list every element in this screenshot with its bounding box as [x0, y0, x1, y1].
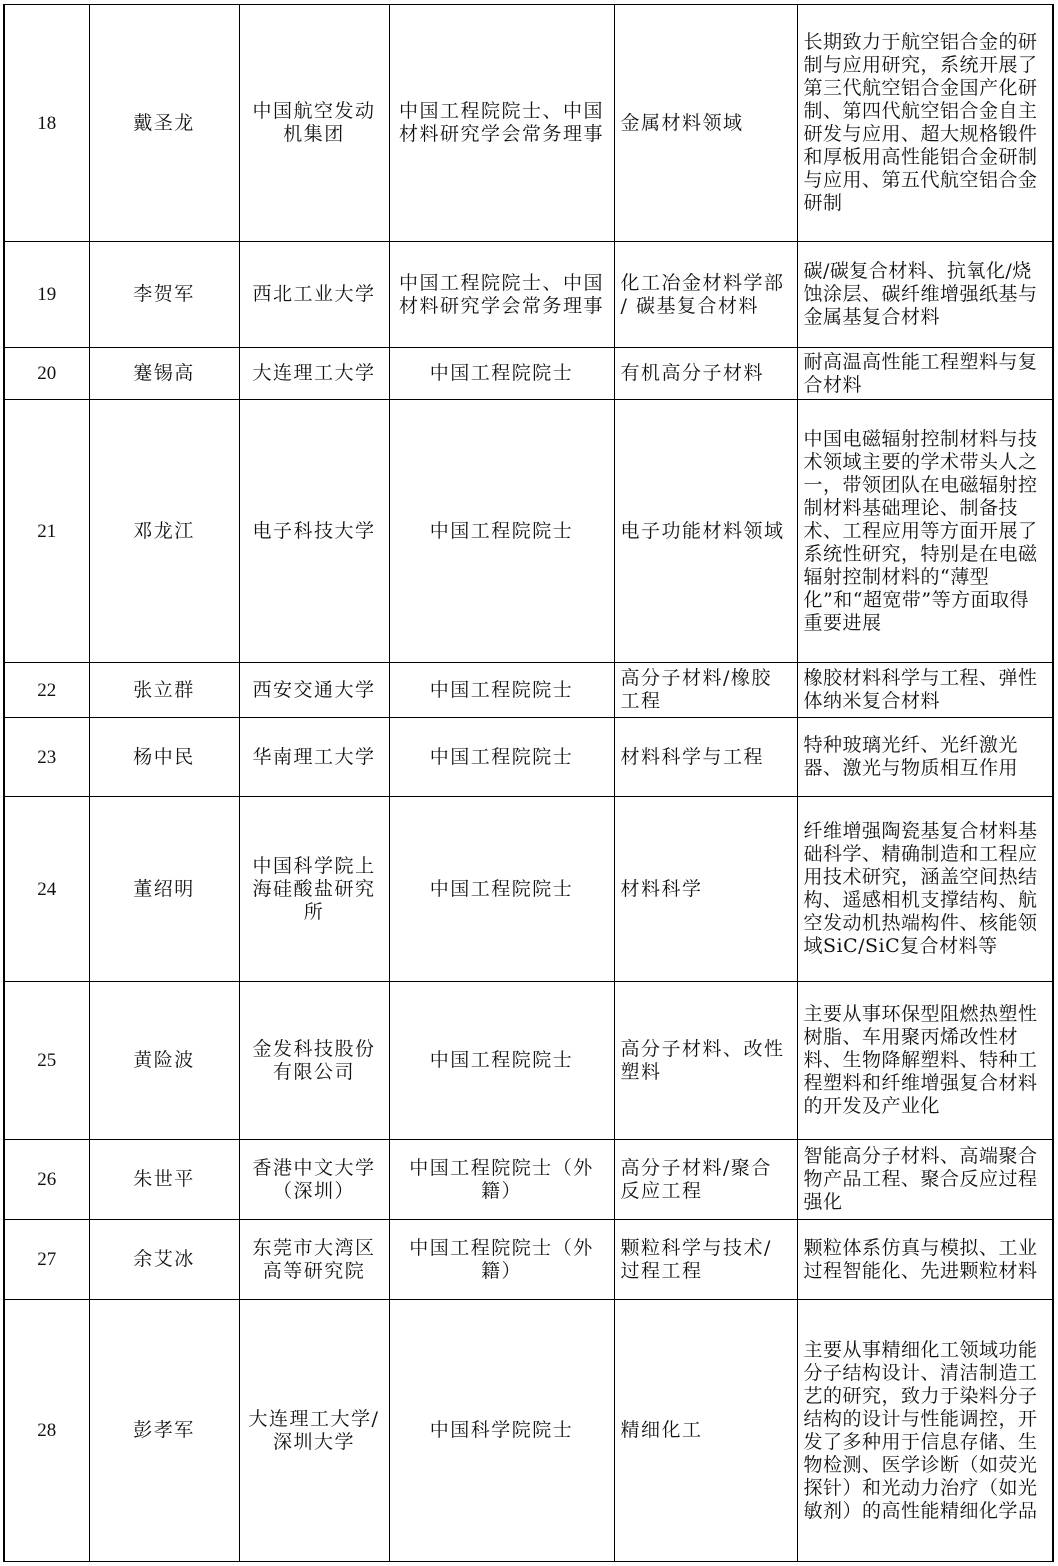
expert-organization: 华南理工大学 [239, 718, 389, 797]
table-row [4, 242, 1053, 348]
table-row [4, 1140, 1053, 1220]
expert-research: 耐高温高性能工程塑料与复合材料 [797, 348, 1053, 400]
expert-field: 电子功能材料领域 [614, 400, 797, 663]
expert-title: 中国工程院院士、中国材料研究学会常务理事 [389, 5, 614, 242]
row-number: 18 [4, 5, 89, 242]
expert-field: 有机高分子材料 [614, 348, 797, 400]
expert-organization: 电子科技大学 [239, 400, 389, 663]
expert-field: 颗粒科学与技术/过程工程 [614, 1220, 797, 1300]
experts-table [3, 4, 1054, 1562]
expert-research: 长期致力于航空铝合金的研制与应用研究，系统开展了第三代航空铝合金国产化研制、第四代航空铝合金自主研发与应用、超大规格锻件和厚板用高性能铝合金研制与应用、第五代航空铝合金研制 [797, 5, 1053, 242]
expert-name: 李贺军 [89, 242, 239, 348]
expert-field: 材料科学与工程 [614, 718, 797, 797]
expert-research: 智能高分子材料、高端聚合物产品工程、聚合反应过程强化 [797, 1140, 1053, 1220]
expert-organization: 西北工业大学 [239, 242, 389, 348]
expert-name: 黄险波 [89, 982, 239, 1140]
expert-name: 余艾冰 [89, 1220, 239, 1300]
expert-name: 蹇锡高 [89, 348, 239, 400]
expert-organization: 中国科学院上海硅酸盐研究所 [239, 797, 389, 982]
expert-organization: 西安交通大学 [239, 663, 389, 718]
expert-research: 碳/碳复合材料、抗氧化/烧蚀涂层、碳纤维增强纸基与金属基复合材料 [797, 242, 1053, 348]
expert-research: 纤维增强陶瓷基复合材料基础科学、精确制造和工程应用技术研究，涵盖空间热结构、遥感相机支撑结构、航空发动机热端构件、核能领域SiC/SiC复合材料等 [797, 797, 1053, 982]
expert-title: 中国工程院院士（外籍） [389, 1140, 614, 1220]
table-row [4, 718, 1053, 797]
expert-name: 戴圣龙 [89, 5, 239, 242]
table-row [4, 1300, 1053, 1562]
row-number: 21 [4, 400, 89, 663]
row-number: 23 [4, 718, 89, 797]
expert-name: 邓龙江 [89, 400, 239, 663]
table-row [4, 663, 1053, 718]
table-row [4, 5, 1053, 242]
expert-name: 张立群 [89, 663, 239, 718]
expert-title: 中国工程院院士 [389, 348, 614, 400]
expert-research: 主要从事环保型阻燃热塑性树脂、车用聚丙烯改性材料、生物降解塑料、特种工程塑料和纤维增强复合材料的开发及产业化 [797, 982, 1053, 1140]
expert-field: 金属材料领域 [614, 5, 797, 242]
row-number: 26 [4, 1140, 89, 1220]
table-row [4, 797, 1053, 982]
expert-organization: 金发科技股份有限公司 [239, 982, 389, 1140]
expert-research: 特种玻璃光纤、光纤激光器、激光与物质相互作用 [797, 718, 1053, 797]
expert-title: 中国工程院院士（外籍） [389, 1220, 614, 1300]
row-number: 19 [4, 242, 89, 348]
expert-title: 中国工程院院士 [389, 663, 614, 718]
expert-research: 颗粒体系仿真与模拟、工业过程智能化、先进颗粒材料 [797, 1220, 1053, 1300]
expert-organization: 香港中文大学（深圳） [239, 1140, 389, 1220]
expert-title: 中国工程院院士 [389, 400, 614, 663]
expert-name: 董绍明 [89, 797, 239, 982]
expert-field: 高分子材料、改性塑料 [614, 982, 797, 1140]
expert-research: 橡胶材料科学与工程、弹性体纳米复合材料 [797, 663, 1053, 718]
row-number: 25 [4, 982, 89, 1140]
expert-field: 高分子材料/橡胶工程 [614, 663, 797, 718]
expert-field: 精细化工 [614, 1300, 797, 1562]
expert-organization: 东莞市大湾区高等研究院 [239, 1220, 389, 1300]
table-row [4, 400, 1053, 663]
expert-field: 化工冶金材料学部 / 碳基复合材料 [614, 242, 797, 348]
expert-name: 彭孝军 [89, 1300, 239, 1562]
table-row [4, 1220, 1053, 1300]
expert-organization: 大连理工大学 [239, 348, 389, 400]
expert-title: 中国科学院院士 [389, 1300, 614, 1562]
expert-research: 主要从事精细化工领域功能分子结构设计、清洁制造工艺的研究，致力于染料分子结构的设计与性能调控，开发了多种用于信息存储、生物检测、医学诊断（如荧光探针）和光动力治疗（如光敏剂）的高性能精细化学品 [797, 1300, 1053, 1562]
row-number: 28 [4, 1300, 89, 1562]
table-row [4, 348, 1053, 400]
expert-organization: 大连理工大学/深圳大学 [239, 1300, 389, 1562]
expert-title: 中国工程院院士 [389, 797, 614, 982]
row-number: 27 [4, 1220, 89, 1300]
expert-field: 高分子材料/聚合反应工程 [614, 1140, 797, 1220]
row-number: 22 [4, 663, 89, 718]
expert-title: 中国工程院院士 [389, 982, 614, 1140]
row-number: 20 [4, 348, 89, 400]
table-row [4, 982, 1053, 1140]
expert-title: 中国工程院院士、中国材料研究学会常务理事 [389, 242, 614, 348]
expert-name: 朱世平 [89, 1140, 239, 1220]
row-number: 24 [4, 797, 89, 982]
expert-name: 杨中民 [89, 718, 239, 797]
expert-research: 中国电磁辐射控制材料与技术领域主要的学术带头人之一，带领团队在电磁辐射控制材料基础理论、制备技术、工程应用等方面开展了系统性研究，特别是在电磁辐射控制材料的“薄型化”和“超宽带”等方面取得重要进展 [797, 400, 1053, 663]
expert-title: 中国工程院院士 [389, 718, 614, 797]
expert-organization: 中国航空发动机集团 [239, 5, 389, 242]
expert-field: 材料科学 [614, 797, 797, 982]
